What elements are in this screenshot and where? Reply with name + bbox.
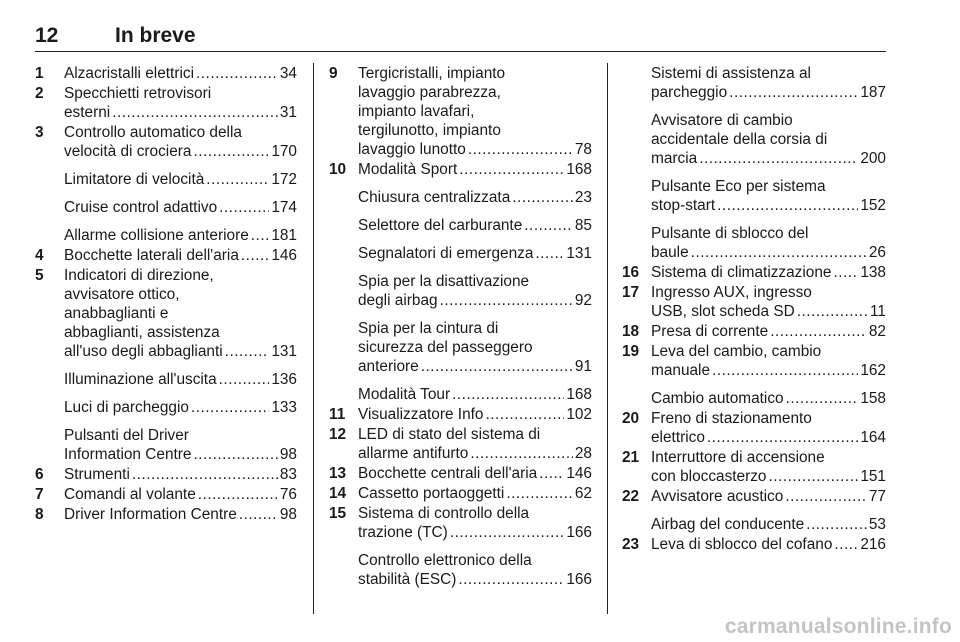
entry-label-line: Alzacristalli elettrici [64, 65, 194, 82]
watermark: carmanualsonline.info [724, 615, 952, 638]
page-reference: 162 [860, 362, 886, 379]
entry-label-line: Controllo automatico della [64, 124, 242, 141]
index-column-3 [622, 64, 886, 555]
entry-label-line: baule [651, 244, 689, 261]
entry-number: 18 [622, 323, 640, 340]
entry-number: 4 [35, 247, 44, 264]
entry-label-line: Presa di corrente [651, 323, 769, 340]
entry-label-line: LED di stato del sistema di [358, 426, 541, 443]
entry-number [35, 398, 64, 417]
entry-number: 2 [35, 85, 44, 102]
page-reference: 31 [279, 104, 297, 121]
dot-leader [112, 103, 278, 122]
index-entry [329, 504, 592, 542]
dot-leader [506, 484, 573, 503]
entry-label-line: Avvisatore di cambio [651, 112, 793, 129]
entry-label-line: Visualizzatore Info [358, 406, 484, 423]
dot-leader [452, 385, 564, 404]
index-entry [622, 322, 886, 341]
entry-number: 8 [35, 506, 44, 523]
index-entry [35, 170, 297, 189]
entry-number: 21 [622, 449, 640, 466]
entry-number: 12 [329, 426, 347, 443]
dot-leader [770, 322, 867, 341]
index-entry [622, 111, 886, 168]
entry-number [622, 111, 651, 168]
page-reference: 172 [271, 171, 297, 188]
entry-label-line: avvisatore ottico, [64, 286, 180, 303]
dot-leader [225, 342, 270, 361]
entry-label-line: Chiusura centralizzata [358, 189, 511, 206]
page-reference: 174 [271, 199, 297, 216]
index-entry [35, 398, 297, 417]
dot-leader [786, 389, 859, 408]
dot-leader [239, 505, 278, 524]
dot-leader [421, 357, 573, 376]
entry-label-line: parcheggio [651, 84, 728, 101]
page-reference: 146 [566, 465, 592, 482]
dot-leader [485, 405, 564, 424]
entry-number [35, 170, 64, 189]
entry-label-line: Bocchette centrali dell'aria [358, 465, 538, 482]
entry-number: 15 [329, 505, 347, 522]
page-reference: 98 [279, 446, 297, 463]
page-reference: 200 [860, 150, 886, 167]
page-reference: 164 [860, 429, 886, 446]
entry-number [622, 515, 651, 534]
page-number: 12 [35, 24, 59, 47]
entry-number: 1 [35, 65, 44, 82]
entry-label-line: Pulsante Eco per sistema [651, 178, 826, 195]
index-entry [35, 266, 297, 361]
dot-leader [785, 487, 867, 506]
index-entry [35, 370, 297, 389]
index-entry [622, 487, 886, 506]
page-reference: 181 [271, 227, 297, 244]
dot-leader [717, 196, 858, 215]
entry-label-line: Tergicristalli, impianto [358, 65, 506, 82]
entry-label-line: stabilità (ESC) [358, 571, 457, 588]
index-entry [35, 226, 297, 245]
dot-leader [219, 198, 269, 217]
entry-label-line: degli airbag [358, 292, 438, 309]
index-entry [35, 485, 297, 504]
entry-number: 13 [329, 465, 347, 482]
page-reference: 168 [566, 386, 592, 403]
page-reference: 34 [279, 65, 297, 82]
entry-label-line: Sistema di controllo della [358, 505, 530, 522]
entry-label-line: anabbaglianti e [64, 305, 169, 322]
dot-leader [712, 361, 858, 380]
entry-label-line: Spia per la cintura di [358, 320, 499, 337]
entry-label-line: tergilunotto, impianto [358, 122, 501, 139]
index-entry [622, 177, 886, 215]
page-reference: 62 [574, 485, 592, 502]
entry-number [329, 244, 358, 263]
entry-number: 10 [329, 161, 347, 178]
dot-leader [535, 244, 564, 263]
entry-number [622, 224, 651, 262]
page-reference: 136 [271, 371, 297, 388]
entry-number: 20 [622, 410, 640, 427]
entry-label-line: elettrico [651, 429, 705, 446]
index-column-1 [35, 64, 297, 525]
dot-leader [468, 140, 573, 159]
page-reference: 166 [566, 571, 592, 588]
entry-label-line: Cruise control adattivo [64, 199, 218, 216]
page-reference: 133 [271, 399, 297, 416]
page-reference: 187 [860, 84, 886, 101]
entry-number: 14 [329, 485, 347, 502]
index-entry [329, 551, 592, 589]
dot-leader [806, 515, 867, 534]
entry-label-line: Selettore del carburante [358, 217, 523, 234]
entry-number [35, 370, 64, 389]
dot-leader [512, 188, 573, 207]
page-reference: 76 [279, 486, 297, 503]
page-reference: 151 [860, 468, 886, 485]
index-entry [329, 244, 592, 263]
page-header [35, 22, 886, 52]
page-reference: 216 [860, 536, 886, 553]
page-reference: 138 [860, 264, 886, 281]
index-entry [622, 283, 886, 321]
page-reference: 83 [279, 466, 297, 483]
entry-label-line: Pulsante di sblocco del [651, 225, 809, 242]
entry-label-line: Avvisatore acustico [651, 488, 784, 505]
index-entry [622, 64, 886, 102]
dot-leader [833, 263, 858, 282]
entry-label-line: Driver Information Centre [64, 506, 237, 523]
entry-number [622, 389, 651, 408]
entry-label-line: lavaggio parabrezza, [358, 84, 501, 101]
page-reference: 92 [574, 292, 592, 309]
page-reference: 146 [271, 247, 297, 264]
entry-label-line: esterni [64, 104, 111, 121]
entry-label-line: lavaggio lunotto [358, 141, 466, 158]
index-entry [35, 198, 297, 217]
index-entry [622, 409, 886, 447]
page-reference: 85 [574, 217, 592, 234]
page-reference: 131 [271, 343, 297, 360]
index-entry [622, 342, 886, 380]
entry-number [329, 216, 358, 235]
entry-label-line: sicurezza del passeggero [358, 339, 533, 356]
entry-number [329, 272, 358, 310]
entry-number: 3 [35, 124, 44, 141]
page-reference: 53 [868, 516, 886, 533]
entry-label-line: Specchietti retrovisori [64, 85, 212, 102]
entry-label-line: all'uso degli abbaglianti [64, 343, 223, 360]
index-entry [622, 515, 886, 534]
page-reference: 11 [870, 303, 886, 320]
entry-label-line: marcia [651, 150, 698, 167]
index-entry [35, 123, 297, 161]
index-entry [35, 246, 297, 265]
page-reference: 158 [860, 390, 886, 407]
dot-leader [196, 64, 278, 83]
entry-number: 23 [622, 536, 640, 553]
index-entry [329, 216, 592, 235]
entry-label-line: Cambio automatico [651, 390, 784, 407]
entry-label-line: Spia per la disattivazione [358, 273, 530, 290]
entry-label-line: manuale [651, 362, 711, 379]
entry-number [329, 319, 358, 376]
page-reference: 168 [566, 161, 592, 178]
index-entry [35, 426, 297, 464]
entry-number [622, 177, 651, 215]
entry-label-line: stop-start [651, 197, 716, 214]
index-entry [622, 535, 886, 554]
dot-leader [206, 170, 269, 189]
page-reference: 77 [868, 488, 886, 505]
dot-leader [458, 570, 564, 589]
entry-label-line: Leva del cambio, cambio [651, 343, 822, 360]
entry-label-line: Bocchette laterali dell'aria [64, 247, 239, 264]
entry-label-line: Modalità Sport [358, 161, 458, 178]
entry-label-line: Pulsanti del Driver [64, 427, 189, 444]
entry-label-line: Limitatore di velocità [64, 171, 205, 188]
page-reference: 152 [860, 197, 886, 214]
page-reference: 26 [868, 244, 886, 261]
entry-label-line: Segnalatori di emergenza [358, 245, 534, 262]
dot-leader [251, 226, 270, 245]
dot-leader [241, 246, 269, 265]
entry-label-line: accidentale della corsia di [651, 131, 828, 148]
page-reference: 131 [566, 245, 592, 262]
entry-number [329, 188, 358, 207]
dot-leader [440, 291, 573, 310]
dot-leader [193, 142, 269, 161]
entry-label-line: USB, slot scheda SD [651, 303, 795, 320]
page-reference: 82 [868, 323, 886, 340]
entry-number: 16 [622, 264, 640, 281]
entry-label-line: Information Centre [64, 446, 192, 463]
index-entry [35, 64, 297, 83]
dot-leader [193, 445, 277, 464]
index-entry [329, 64, 592, 159]
section-title: In breve [115, 24, 196, 47]
entry-label-line: Indicatori di direzione, [64, 267, 214, 284]
page-reference: 102 [566, 406, 592, 423]
dot-leader [219, 370, 270, 389]
entry-label-line: velocità di crociera [64, 143, 192, 160]
entry-label-line: Illuminazione all'uscita [64, 371, 217, 388]
page-reference: 98 [279, 506, 297, 523]
entry-label-line: anteriore [358, 358, 419, 375]
entry-label-line: Freno di stazionamento [651, 410, 812, 427]
index-entry [329, 188, 592, 207]
page-reference: 91 [574, 358, 592, 375]
entry-number: 11 [329, 406, 346, 423]
entry-label-line: Sistemi di assistenza al [651, 65, 811, 82]
entry-number [35, 198, 64, 217]
entry-number: 22 [622, 488, 640, 505]
entry-number: 6 [35, 466, 44, 483]
entry-number: 7 [35, 486, 44, 503]
page-reference: 170 [271, 143, 297, 160]
index-entry [35, 465, 297, 484]
index-column-2 [329, 64, 592, 590]
page-reference: 23 [574, 189, 592, 206]
dot-leader [707, 428, 858, 447]
index-entry [329, 272, 592, 310]
entry-label-line: Leva di sblocco del cofano [651, 536, 833, 553]
dot-leader [191, 398, 269, 417]
index-entry [622, 263, 886, 282]
index-entry [329, 160, 592, 179]
dot-leader [470, 444, 573, 463]
entry-label-line: Interruttore di accensione [651, 449, 825, 466]
entry-label-line: impianto lavafari, [358, 103, 475, 120]
entry-label-line: Sistema di climatizzazione [651, 264, 832, 281]
entry-label-line: Ingresso AUX, ingresso [651, 284, 812, 301]
entry-number: 17 [622, 284, 640, 301]
index-entry [329, 385, 592, 404]
entry-label-line: Strumenti [64, 466, 130, 483]
entry-label-line: Comandi al volante [64, 486, 196, 503]
index-entry [329, 484, 592, 503]
dot-leader [132, 465, 278, 484]
entry-label-line: allarme antifurto [358, 445, 469, 462]
entry-number: 9 [329, 65, 338, 82]
column-divider [313, 63, 314, 614]
page-reference: 78 [574, 141, 592, 158]
entry-label-line: abbaglianti, assistenza [64, 324, 220, 341]
index-entry [329, 319, 592, 376]
dot-leader [729, 83, 858, 102]
entry-number [329, 385, 358, 404]
dot-leader [834, 535, 858, 554]
entry-label-line: Modalità Tour [358, 386, 451, 403]
entry-label-line: Luci di parcheggio [64, 399, 189, 416]
dot-leader [797, 302, 868, 321]
index-entry [35, 84, 297, 122]
index-entry [329, 464, 592, 483]
entry-label-line: con bloccasterzo [651, 468, 767, 485]
dot-leader [198, 485, 278, 504]
page-reference: 166 [566, 524, 592, 541]
entry-label-line: Allarme collisione anteriore [64, 227, 249, 244]
entry-number: 19 [622, 343, 640, 360]
dot-leader [691, 243, 867, 262]
index-entry [622, 224, 886, 262]
index-entry [622, 448, 886, 486]
dot-leader [459, 160, 564, 179]
entry-number [35, 426, 64, 464]
dot-leader [524, 216, 573, 235]
entry-number: 5 [35, 267, 44, 284]
entry-label-line: trazione (TC) [358, 524, 448, 541]
dot-leader [450, 523, 565, 542]
page-reference: 28 [574, 445, 592, 462]
entry-number [35, 226, 64, 245]
column-divider [607, 63, 608, 614]
dot-leader [769, 467, 859, 486]
entry-label-line: Airbag del conducente [651, 516, 805, 533]
index-entry [35, 505, 297, 524]
entry-label-line: Controllo elettronico della [358, 552, 532, 569]
entry-number [622, 64, 651, 102]
index-entry [329, 405, 592, 424]
index-entry [622, 389, 886, 408]
entry-number [329, 551, 358, 589]
index-entry [329, 425, 592, 463]
dot-leader [539, 464, 564, 483]
dot-leader [699, 149, 858, 168]
entry-label-line: Cassetto portaoggetti [358, 485, 505, 502]
